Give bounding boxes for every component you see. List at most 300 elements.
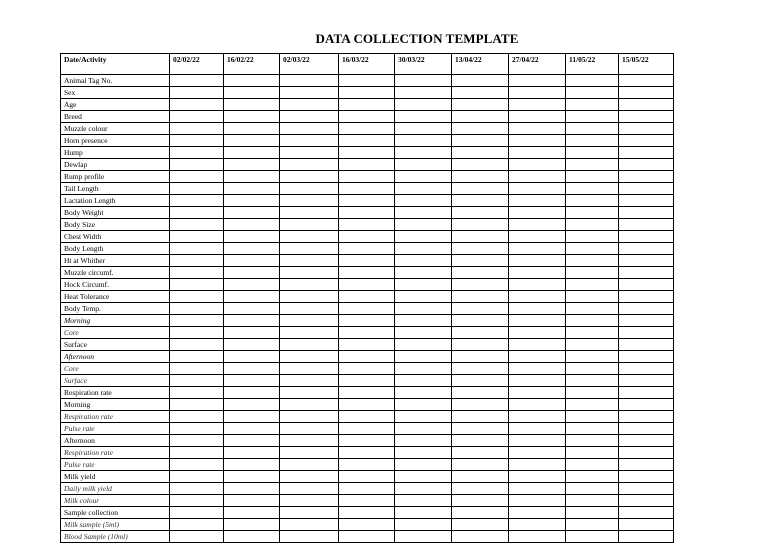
data-cell[interactable]: [224, 459, 280, 471]
data-cell[interactable]: [452, 495, 509, 507]
data-cell[interactable]: [280, 471, 339, 483]
data-cell[interactable]: [509, 495, 566, 507]
data-cell[interactable]: [339, 171, 395, 183]
data-cell[interactable]: [566, 435, 619, 447]
data-cell[interactable]: [452, 411, 509, 423]
data-cell[interactable]: [339, 459, 395, 471]
data-cell[interactable]: [170, 147, 224, 159]
data-cell[interactable]: [224, 171, 280, 183]
data-cell[interactable]: [452, 327, 509, 339]
data-cell[interactable]: [452, 291, 509, 303]
data-cell[interactable]: [170, 135, 224, 147]
data-cell[interactable]: [170, 459, 224, 471]
data-cell[interactable]: [339, 99, 395, 111]
data-cell[interactable]: [339, 519, 395, 531]
data-cell[interactable]: [170, 171, 224, 183]
data-cell[interactable]: [224, 243, 280, 255]
data-cell[interactable]: [566, 363, 619, 375]
data-cell[interactable]: [509, 435, 566, 447]
data-cell[interactable]: [280, 411, 339, 423]
data-cell[interactable]: [566, 147, 619, 159]
data-cell[interactable]: [509, 471, 566, 483]
data-cell[interactable]: [224, 183, 280, 195]
data-cell[interactable]: [339, 135, 395, 147]
data-cell[interactable]: [224, 471, 280, 483]
data-cell[interactable]: [170, 279, 224, 291]
data-cell[interactable]: [339, 207, 395, 219]
data-cell[interactable]: [339, 291, 395, 303]
data-cell[interactable]: [395, 87, 452, 99]
data-cell[interactable]: [509, 123, 566, 135]
data-cell[interactable]: [224, 195, 280, 207]
data-cell[interactable]: [509, 219, 566, 231]
data-cell[interactable]: [452, 531, 509, 543]
data-cell[interactable]: [452, 519, 509, 531]
data-cell[interactable]: [395, 279, 452, 291]
data-cell[interactable]: [619, 531, 674, 543]
data-cell[interactable]: [509, 315, 566, 327]
data-cell[interactable]: [339, 315, 395, 327]
data-cell[interactable]: [224, 279, 280, 291]
data-cell[interactable]: [566, 327, 619, 339]
data-cell[interactable]: [509, 111, 566, 123]
data-cell[interactable]: [339, 471, 395, 483]
data-cell[interactable]: [170, 339, 224, 351]
data-cell[interactable]: [395, 387, 452, 399]
data-cell[interactable]: [339, 111, 395, 123]
data-cell[interactable]: [566, 303, 619, 315]
data-cell[interactable]: [280, 183, 339, 195]
data-cell[interactable]: [339, 507, 395, 519]
data-cell[interactable]: [509, 327, 566, 339]
data-cell[interactable]: [452, 483, 509, 495]
data-cell[interactable]: [339, 351, 395, 363]
data-cell[interactable]: [509, 459, 566, 471]
data-cell[interactable]: [452, 471, 509, 483]
data-cell[interactable]: [395, 327, 452, 339]
data-cell[interactable]: [566, 483, 619, 495]
data-cell[interactable]: [224, 87, 280, 99]
data-cell[interactable]: [339, 423, 395, 435]
data-cell[interactable]: [452, 87, 509, 99]
data-cell[interactable]: [224, 291, 280, 303]
data-cell[interactable]: [395, 531, 452, 543]
data-cell[interactable]: [280, 123, 339, 135]
data-cell[interactable]: [566, 315, 619, 327]
data-cell[interactable]: [224, 111, 280, 123]
data-cell[interactable]: [619, 315, 674, 327]
data-cell[interactable]: [619, 219, 674, 231]
data-cell[interactable]: [170, 111, 224, 123]
data-cell[interactable]: [280, 459, 339, 471]
data-cell[interactable]: [395, 495, 452, 507]
data-cell[interactable]: [566, 219, 619, 231]
data-cell[interactable]: [395, 219, 452, 231]
data-cell[interactable]: [339, 267, 395, 279]
data-cell[interactable]: [170, 387, 224, 399]
data-cell[interactable]: [566, 507, 619, 519]
data-cell[interactable]: [395, 459, 452, 471]
data-cell[interactable]: [509, 75, 566, 87]
data-cell[interactable]: [619, 183, 674, 195]
data-cell[interactable]: [566, 123, 619, 135]
data-cell[interactable]: [395, 231, 452, 243]
data-cell[interactable]: [339, 339, 395, 351]
data-cell[interactable]: [452, 339, 509, 351]
data-cell[interactable]: [339, 531, 395, 543]
data-cell[interactable]: [339, 327, 395, 339]
data-cell[interactable]: [170, 531, 224, 543]
data-cell[interactable]: [509, 159, 566, 171]
data-cell[interactable]: [452, 123, 509, 135]
data-cell[interactable]: [509, 363, 566, 375]
data-cell[interactable]: [566, 375, 619, 387]
data-cell[interactable]: [395, 111, 452, 123]
data-cell[interactable]: [619, 171, 674, 183]
data-cell[interactable]: [339, 303, 395, 315]
data-cell[interactable]: [509, 291, 566, 303]
data-cell[interactable]: [224, 495, 280, 507]
data-cell[interactable]: [452, 207, 509, 219]
data-cell[interactable]: [509, 231, 566, 243]
data-cell[interactable]: [509, 303, 566, 315]
data-cell[interactable]: [170, 87, 224, 99]
data-cell[interactable]: [339, 147, 395, 159]
data-cell[interactable]: [224, 255, 280, 267]
data-cell[interactable]: [619, 327, 674, 339]
data-cell[interactable]: [280, 219, 339, 231]
data-cell[interactable]: [224, 135, 280, 147]
data-cell[interactable]: [619, 303, 674, 315]
data-cell[interactable]: [224, 351, 280, 363]
data-cell[interactable]: [280, 111, 339, 123]
data-cell[interactable]: [170, 243, 224, 255]
data-cell[interactable]: [224, 123, 280, 135]
data-cell[interactable]: [170, 435, 224, 447]
data-cell[interactable]: [566, 411, 619, 423]
data-cell[interactable]: [619, 243, 674, 255]
data-cell[interactable]: [566, 387, 619, 399]
data-cell[interactable]: [339, 219, 395, 231]
data-cell[interactable]: [619, 459, 674, 471]
data-cell[interactable]: [170, 351, 224, 363]
data-cell[interactable]: [395, 243, 452, 255]
data-cell[interactable]: [619, 123, 674, 135]
data-cell[interactable]: [170, 183, 224, 195]
data-cell[interactable]: [509, 207, 566, 219]
data-cell[interactable]: [170, 231, 224, 243]
data-cell[interactable]: [619, 99, 674, 111]
data-cell[interactable]: [170, 195, 224, 207]
data-cell[interactable]: [395, 135, 452, 147]
data-cell[interactable]: [619, 267, 674, 279]
data-cell[interactable]: [280, 339, 339, 351]
data-cell[interactable]: [170, 303, 224, 315]
data-cell[interactable]: [280, 255, 339, 267]
data-cell[interactable]: [452, 255, 509, 267]
data-cell[interactable]: [566, 99, 619, 111]
data-cell[interactable]: [619, 483, 674, 495]
data-cell[interactable]: [619, 159, 674, 171]
data-cell[interactable]: [280, 291, 339, 303]
data-cell[interactable]: [566, 195, 619, 207]
data-cell[interactable]: [566, 159, 619, 171]
data-cell[interactable]: [452, 423, 509, 435]
data-cell[interactable]: [170, 327, 224, 339]
data-cell[interactable]: [280, 207, 339, 219]
data-cell[interactable]: [339, 387, 395, 399]
data-cell[interactable]: [566, 135, 619, 147]
data-cell[interactable]: [170, 411, 224, 423]
data-cell[interactable]: [619, 435, 674, 447]
data-cell[interactable]: [452, 375, 509, 387]
data-cell[interactable]: [619, 399, 674, 411]
data-cell[interactable]: [566, 351, 619, 363]
data-cell[interactable]: [452, 171, 509, 183]
data-cell[interactable]: [566, 423, 619, 435]
data-cell[interactable]: [170, 75, 224, 87]
data-cell[interactable]: [395, 375, 452, 387]
data-cell[interactable]: [339, 243, 395, 255]
data-cell[interactable]: [566, 447, 619, 459]
data-cell[interactable]: [509, 399, 566, 411]
data-cell[interactable]: [170, 291, 224, 303]
data-cell[interactable]: [619, 339, 674, 351]
data-cell[interactable]: [170, 399, 224, 411]
data-cell[interactable]: [395, 471, 452, 483]
data-cell[interactable]: [280, 135, 339, 147]
data-cell[interactable]: [452, 399, 509, 411]
data-cell[interactable]: [280, 423, 339, 435]
data-cell[interactable]: [619, 207, 674, 219]
data-cell[interactable]: [280, 147, 339, 159]
data-cell[interactable]: [280, 531, 339, 543]
data-cell[interactable]: [509, 507, 566, 519]
data-cell[interactable]: [395, 171, 452, 183]
data-cell[interactable]: [339, 279, 395, 291]
data-cell[interactable]: [395, 183, 452, 195]
data-cell[interactable]: [619, 195, 674, 207]
data-cell[interactable]: [224, 447, 280, 459]
data-cell[interactable]: [566, 171, 619, 183]
data-cell[interactable]: [170, 315, 224, 327]
data-cell[interactable]: [452, 159, 509, 171]
data-cell[interactable]: [452, 435, 509, 447]
data-cell[interactable]: [509, 423, 566, 435]
data-cell[interactable]: [395, 399, 452, 411]
data-cell[interactable]: [452, 75, 509, 87]
data-cell[interactable]: [224, 207, 280, 219]
data-cell[interactable]: [452, 267, 509, 279]
data-cell[interactable]: [452, 447, 509, 459]
data-cell[interactable]: [224, 399, 280, 411]
data-cell[interactable]: [619, 147, 674, 159]
data-cell[interactable]: [509, 519, 566, 531]
data-cell[interactable]: [280, 87, 339, 99]
data-cell[interactable]: [619, 291, 674, 303]
data-cell[interactable]: [280, 435, 339, 447]
data-cell[interactable]: [339, 411, 395, 423]
data-cell[interactable]: [224, 147, 280, 159]
data-cell[interactable]: [395, 291, 452, 303]
data-cell[interactable]: [395, 147, 452, 159]
data-cell[interactable]: [619, 135, 674, 147]
data-cell[interactable]: [619, 387, 674, 399]
data-cell[interactable]: [224, 75, 280, 87]
data-cell[interactable]: [566, 243, 619, 255]
data-cell[interactable]: [395, 207, 452, 219]
data-cell[interactable]: [452, 315, 509, 327]
data-cell[interactable]: [339, 183, 395, 195]
data-cell[interactable]: [224, 327, 280, 339]
data-cell[interactable]: [566, 399, 619, 411]
data-cell[interactable]: [395, 315, 452, 327]
data-cell[interactable]: [224, 387, 280, 399]
data-cell[interactable]: [170, 447, 224, 459]
data-cell[interactable]: [224, 303, 280, 315]
data-cell[interactable]: [280, 519, 339, 531]
data-cell[interactable]: [619, 87, 674, 99]
data-cell[interactable]: [280, 159, 339, 171]
data-cell[interactable]: [566, 87, 619, 99]
data-cell[interactable]: [509, 99, 566, 111]
data-cell[interactable]: [566, 495, 619, 507]
data-cell[interactable]: [170, 267, 224, 279]
data-cell[interactable]: [452, 303, 509, 315]
data-cell[interactable]: [452, 147, 509, 159]
data-cell[interactable]: [452, 231, 509, 243]
data-cell[interactable]: [280, 351, 339, 363]
data-cell[interactable]: [619, 507, 674, 519]
data-cell[interactable]: [339, 363, 395, 375]
data-cell[interactable]: [452, 243, 509, 255]
data-cell[interactable]: [452, 363, 509, 375]
data-cell[interactable]: [566, 459, 619, 471]
data-cell[interactable]: [170, 219, 224, 231]
data-cell[interactable]: [280, 327, 339, 339]
data-cell[interactable]: [509, 339, 566, 351]
data-cell[interactable]: [452, 111, 509, 123]
data-cell[interactable]: [452, 459, 509, 471]
data-cell[interactable]: [395, 447, 452, 459]
data-cell[interactable]: [280, 495, 339, 507]
data-cell[interactable]: [452, 195, 509, 207]
data-cell[interactable]: [566, 519, 619, 531]
data-cell[interactable]: [395, 339, 452, 351]
data-cell[interactable]: [339, 75, 395, 87]
data-cell[interactable]: [566, 183, 619, 195]
data-cell[interactable]: [619, 279, 674, 291]
data-cell[interactable]: [170, 507, 224, 519]
data-cell[interactable]: [170, 423, 224, 435]
data-cell[interactable]: [224, 531, 280, 543]
data-cell[interactable]: [170, 207, 224, 219]
data-cell[interactable]: [170, 495, 224, 507]
data-cell[interactable]: [280, 279, 339, 291]
data-cell[interactable]: [280, 483, 339, 495]
data-cell[interactable]: [280, 99, 339, 111]
data-cell[interactable]: [224, 483, 280, 495]
data-cell[interactable]: [224, 99, 280, 111]
data-cell[interactable]: [395, 255, 452, 267]
data-cell[interactable]: [339, 159, 395, 171]
data-cell[interactable]: [619, 363, 674, 375]
data-cell[interactable]: [509, 183, 566, 195]
data-cell[interactable]: [339, 231, 395, 243]
data-cell[interactable]: [224, 315, 280, 327]
data-cell[interactable]: [509, 255, 566, 267]
data-cell[interactable]: [170, 375, 224, 387]
data-cell[interactable]: [224, 519, 280, 531]
data-cell[interactable]: [339, 495, 395, 507]
data-cell[interactable]: [566, 267, 619, 279]
data-cell[interactable]: [224, 363, 280, 375]
data-cell[interactable]: [395, 483, 452, 495]
data-cell[interactable]: [566, 231, 619, 243]
data-cell[interactable]: [280, 507, 339, 519]
data-cell[interactable]: [170, 363, 224, 375]
data-cell[interactable]: [224, 231, 280, 243]
data-cell[interactable]: [395, 195, 452, 207]
data-cell[interactable]: [619, 447, 674, 459]
data-cell[interactable]: [509, 375, 566, 387]
data-cell[interactable]: [170, 519, 224, 531]
data-cell[interactable]: [280, 363, 339, 375]
data-cell[interactable]: [619, 495, 674, 507]
data-cell[interactable]: [339, 195, 395, 207]
data-cell[interactable]: [509, 447, 566, 459]
data-cell[interactable]: [395, 267, 452, 279]
data-cell[interactable]: [619, 375, 674, 387]
data-cell[interactable]: [619, 423, 674, 435]
data-cell[interactable]: [619, 75, 674, 87]
data-cell[interactable]: [452, 99, 509, 111]
data-cell[interactable]: [509, 267, 566, 279]
data-cell[interactable]: [619, 111, 674, 123]
data-cell[interactable]: [395, 123, 452, 135]
data-cell[interactable]: [280, 171, 339, 183]
data-cell[interactable]: [509, 351, 566, 363]
data-cell[interactable]: [339, 435, 395, 447]
data-cell[interactable]: [280, 75, 339, 87]
data-cell[interactable]: [339, 447, 395, 459]
data-cell[interactable]: [452, 135, 509, 147]
data-cell[interactable]: [509, 171, 566, 183]
data-cell[interactable]: [280, 243, 339, 255]
data-cell[interactable]: [280, 399, 339, 411]
data-cell[interactable]: [509, 411, 566, 423]
data-cell[interactable]: [395, 99, 452, 111]
data-cell[interactable]: [339, 399, 395, 411]
data-cell[interactable]: [509, 195, 566, 207]
data-cell[interactable]: [566, 75, 619, 87]
data-cell[interactable]: [452, 219, 509, 231]
data-cell[interactable]: [224, 411, 280, 423]
data-cell[interactable]: [339, 123, 395, 135]
data-cell[interactable]: [170, 159, 224, 171]
data-cell[interactable]: [395, 519, 452, 531]
data-cell[interactable]: [170, 255, 224, 267]
data-cell[interactable]: [224, 507, 280, 519]
data-cell[interactable]: [395, 363, 452, 375]
data-cell[interactable]: [566, 291, 619, 303]
data-cell[interactable]: [566, 471, 619, 483]
data-cell[interactable]: [395, 75, 452, 87]
data-cell[interactable]: [509, 243, 566, 255]
data-cell[interactable]: [224, 159, 280, 171]
data-cell[interactable]: [280, 375, 339, 387]
data-cell[interactable]: [452, 387, 509, 399]
